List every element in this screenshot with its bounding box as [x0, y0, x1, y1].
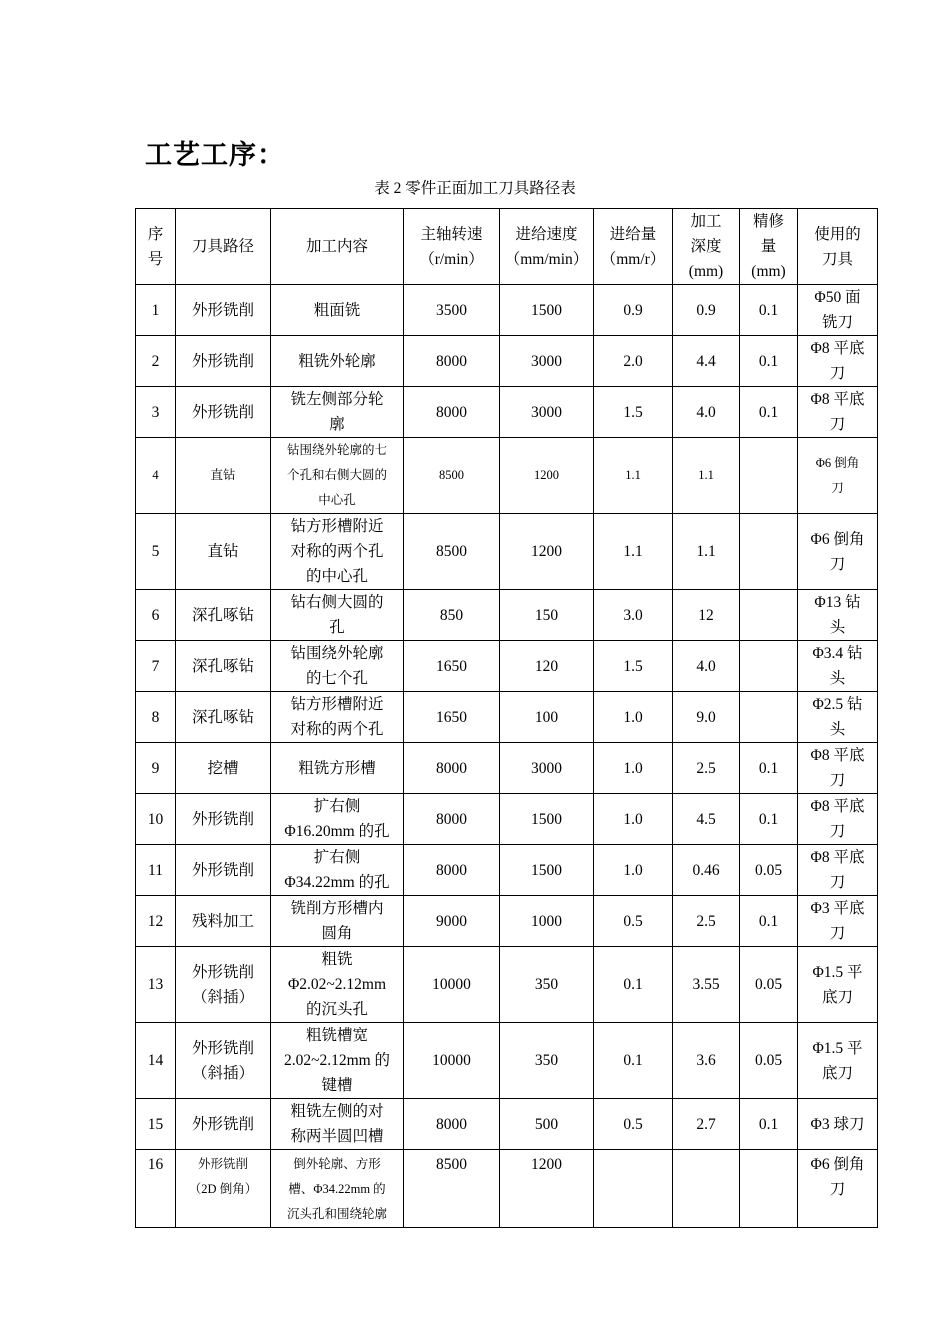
row-tool-cell	[798, 387, 878, 438]
cell-line: 刀	[829, 416, 846, 433]
row-speed-cell: 9000	[404, 896, 500, 947]
row-depth-cell: 2.7	[673, 1099, 740, 1150]
row-speed-cell: 8000	[404, 336, 500, 387]
row-path-cell	[176, 387, 271, 438]
cell-line: 钻围绕外轮廓的七	[286, 443, 387, 457]
row-content-cell	[271, 1150, 404, 1228]
row-feedrate-cell: 2.0	[594, 336, 673, 387]
header-line: 使用的	[814, 225, 861, 243]
row-feedrate-cell: 0.9	[594, 285, 673, 336]
header-cell-speed	[404, 209, 500, 285]
row-feed-cell: 3000	[500, 387, 594, 438]
cell-line: 外形铣削	[191, 861, 254, 879]
table-row	[136, 438, 878, 514]
row-feedrate-cell: 1.1	[594, 438, 673, 514]
header-cell-tool	[798, 209, 878, 285]
cell-line: 粗铣槽宽	[305, 1027, 368, 1044]
header-line: 序	[147, 225, 164, 243]
row-content-cell	[271, 514, 404, 590]
row-speed-cell: 8000	[404, 794, 500, 845]
row-no-cell: 13	[136, 947, 176, 1023]
cell-line: Φ2.5 钻	[812, 696, 863, 713]
row-finish-cell	[740, 641, 798, 692]
cell-line: Φ8 平底	[810, 798, 865, 815]
cell-line: 外形铣削	[197, 1157, 248, 1171]
row-no-cell: 12	[136, 896, 176, 947]
cell-line: （2D 倒角）	[188, 1182, 258, 1196]
row-depth-cell: 0.9	[673, 285, 740, 336]
cell-line: Φ1.5 平	[812, 963, 863, 981]
row-feed-cell: 1200	[500, 438, 594, 514]
cell-line: 头	[829, 619, 846, 636]
cell-line: 外形铣削	[191, 1039, 254, 1057]
cell-line: 刀	[831, 480, 844, 495]
row-content-cell	[271, 794, 404, 845]
row-speed-cell: 8500	[404, 514, 500, 590]
table-row	[136, 794, 878, 845]
row-finish-cell	[740, 1150, 798, 1228]
cell-line: 扩右侧	[313, 849, 361, 866]
row-content-cell	[271, 1023, 404, 1099]
cell-line: Φ13 钻	[814, 594, 861, 611]
row-speed-cell: 8000	[404, 845, 500, 896]
row-no-cell: 4	[136, 438, 176, 514]
row-depth-cell: 4.5	[673, 794, 740, 845]
table-row	[136, 1099, 878, 1150]
row-path-cell	[176, 1099, 271, 1150]
table-row	[136, 947, 878, 1023]
row-finish-cell: 0.1	[740, 336, 798, 387]
header-line: 主轴转速	[420, 225, 483, 243]
row-tool-cell	[798, 1023, 878, 1099]
cell-line: 刀	[829, 772, 846, 789]
row-no-cell: 16	[136, 1150, 176, 1228]
row-path-cell	[176, 336, 271, 387]
row-speed-cell: 10000	[404, 1023, 500, 1099]
table-row	[136, 285, 878, 336]
table-row	[136, 514, 878, 590]
row-finish-cell: 0.1	[740, 743, 798, 794]
row-feedrate-cell: 1.1	[594, 514, 673, 590]
row-finish-cell: 0.05	[740, 1023, 798, 1099]
row-feed-cell: 350	[500, 1023, 594, 1099]
cell-line: 钻右侧大圆的	[290, 594, 384, 611]
row-content-cell	[271, 947, 404, 1023]
cell-line: 倒外轮廓、方形	[293, 1157, 381, 1171]
cell-line: 粗铣方形槽	[298, 759, 376, 777]
row-tool-cell	[798, 285, 878, 336]
cell-line: 的七个孔	[305, 670, 368, 687]
cell-line: 沉头孔和围绕轮廓	[286, 1207, 387, 1221]
row-tool-cell	[798, 743, 878, 794]
cell-line: Φ16.20mm 的孔	[284, 823, 390, 840]
row-path-cell	[176, 896, 271, 947]
table-header-row	[136, 209, 878, 285]
cell-line: Φ6 倒角	[810, 1156, 865, 1173]
cell-line: （斜插）	[191, 1064, 254, 1082]
row-speed-cell: 10000	[404, 947, 500, 1023]
table-row	[136, 1023, 878, 1099]
row-content-cell	[271, 692, 404, 743]
cell-line: Φ3 平底	[810, 900, 865, 917]
table-row	[136, 641, 878, 692]
cell-line: Φ6 倒角	[810, 530, 865, 548]
cell-line: 直钻	[207, 543, 239, 560]
cell-line: Φ50 面	[814, 289, 861, 306]
row-content-cell	[271, 336, 404, 387]
header-line: 量	[760, 238, 777, 255]
header-line: （mm/r）	[600, 250, 666, 268]
cell-line: Φ8 平底	[810, 747, 865, 764]
header-line: 深度	[690, 238, 722, 255]
cell-line: 槽、Φ34.22mm 的	[288, 1182, 386, 1196]
header-line: 加工	[690, 213, 722, 230]
cell-line: 深孔啄钻	[191, 657, 254, 675]
row-depth-cell	[673, 1150, 740, 1228]
row-feed-cell: 500	[500, 1099, 594, 1150]
header-line: （r/min）	[419, 250, 484, 268]
cell-line: 刀	[829, 1181, 846, 1198]
row-depth-cell: 4.4	[673, 336, 740, 387]
row-feedrate-cell: 1.0	[594, 845, 673, 896]
cell-line: Φ8 平底	[810, 391, 865, 408]
cell-line: Φ8 平底	[810, 849, 865, 866]
cell-line: 刀	[829, 874, 846, 891]
cell-line: 孔	[329, 619, 345, 636]
row-tool-cell	[798, 1150, 878, 1228]
cell-line: 外形铣削	[191, 1115, 254, 1133]
cell-line: 刀	[829, 365, 846, 382]
table-row	[136, 743, 878, 794]
cell-line: 外形铣削	[191, 301, 254, 319]
cell-line: Φ34.22mm 的孔	[284, 874, 390, 891]
cell-line: 铣削方形槽内	[290, 900, 384, 917]
row-tool-cell	[798, 641, 878, 692]
row-path-cell	[176, 794, 271, 845]
row-finish-cell	[740, 438, 798, 514]
header-cell-path	[176, 209, 271, 285]
cell-line: 刀	[829, 823, 846, 840]
row-finish-cell: 0.1	[740, 285, 798, 336]
row-feed-cell: 350	[500, 947, 594, 1023]
cell-line: 底刀	[821, 988, 853, 1006]
row-path-cell	[176, 947, 271, 1023]
cell-line: 粗面铣	[313, 301, 361, 319]
row-speed-cell: 850	[404, 590, 500, 641]
row-feed-cell: 1500	[500, 285, 594, 336]
row-no-cell: 3	[136, 387, 176, 438]
row-path-cell	[176, 438, 271, 514]
row-finish-cell: 0.1	[740, 387, 798, 438]
cell-line: 个孔和右侧大圆的	[286, 468, 387, 482]
cell-line: 的中心孔	[305, 568, 368, 585]
cell-line: 挖槽	[207, 759, 239, 777]
cell-line: Φ6 倒角	[815, 455, 860, 470]
row-tool-cell	[798, 947, 878, 1023]
cell-line: 刀	[829, 925, 846, 942]
row-depth-cell: 12	[673, 590, 740, 641]
row-no-cell: 1	[136, 285, 176, 336]
cell-line: 钻方形槽附近	[290, 518, 384, 535]
table-row	[136, 387, 878, 438]
table-row	[136, 590, 878, 641]
row-feedrate-cell: 0.1	[594, 947, 673, 1023]
header-line: 加工内容	[305, 238, 368, 255]
cell-line: 外形铣削	[191, 963, 254, 981]
table-body	[136, 285, 878, 1228]
row-no-cell: 9	[136, 743, 176, 794]
row-content-cell	[271, 896, 404, 947]
row-tool-cell	[798, 896, 878, 947]
cell-line: 对称的两个孔	[290, 721, 384, 738]
row-content-cell	[271, 845, 404, 896]
row-finish-cell: 0.1	[740, 794, 798, 845]
row-path-cell	[176, 590, 271, 641]
header-line: (mm)	[688, 263, 724, 280]
cell-line: 钻方形槽附近	[290, 696, 384, 713]
row-feedrate-cell: 3.0	[594, 590, 673, 641]
cell-line: 对称的两个孔	[290, 543, 384, 560]
row-content-cell	[271, 387, 404, 438]
row-finish-cell: 0.1	[740, 1099, 798, 1150]
row-tool-cell	[798, 590, 878, 641]
row-tool-cell	[798, 514, 878, 590]
row-no-cell: 2	[136, 336, 176, 387]
row-depth-cell: 0.46	[673, 845, 740, 896]
row-depth-cell: 4.0	[673, 641, 740, 692]
row-no-cell: 7	[136, 641, 176, 692]
cell-line: 廓	[329, 416, 345, 433]
cell-line: （斜插）	[191, 988, 254, 1006]
row-depth-cell: 3.6	[673, 1023, 740, 1099]
header-cell-content	[271, 209, 404, 285]
row-path-cell	[176, 743, 271, 794]
row-feedrate-cell: 0.1	[594, 1023, 673, 1099]
row-finish-cell	[740, 590, 798, 641]
cell-line: 外形铣削	[191, 403, 254, 421]
table-row	[136, 336, 878, 387]
row-content-cell	[271, 743, 404, 794]
row-path-cell	[176, 1023, 271, 1099]
cell-line: 的沉头孔	[305, 1001, 368, 1018]
row-finish-cell	[740, 514, 798, 590]
cell-line: 中心孔	[318, 493, 356, 507]
cell-line: 深孔啄钻	[191, 606, 254, 624]
row-speed-cell: 8000	[404, 1099, 500, 1150]
row-feedrate-cell: 1.0	[594, 743, 673, 794]
row-feedrate-cell: 1.5	[594, 641, 673, 692]
header-cell-no	[136, 209, 176, 285]
row-tool-cell	[798, 794, 878, 845]
cell-line: 称两半圆凹槽	[290, 1128, 384, 1145]
cell-line: 2.02~2.12mm 的	[283, 1052, 391, 1069]
row-feedrate-cell	[594, 1150, 673, 1228]
cell-line: 粗铣外轮廓	[298, 352, 376, 370]
row-finish-cell: 0.05	[740, 845, 798, 896]
row-content-cell	[271, 590, 404, 641]
row-tool-cell	[798, 845, 878, 896]
row-no-cell: 14	[136, 1023, 176, 1099]
table-caption: 表 2 零件正面加工刀具路径表	[374, 180, 576, 197]
cell-line: 底刀	[821, 1064, 853, 1082]
row-speed-cell: 8000	[404, 387, 500, 438]
cell-line: Φ1.5 平	[812, 1039, 863, 1057]
cell-line: 扩右侧	[313, 798, 361, 815]
row-no-cell: 6	[136, 590, 176, 641]
header-line: 号	[147, 250, 164, 268]
row-feed-cell: 3000	[500, 336, 594, 387]
cell-line: 直钻	[210, 468, 236, 482]
row-content-cell	[271, 641, 404, 692]
row-feedrate-cell: 1.5	[594, 387, 673, 438]
row-feedrate-cell: 1.0	[594, 794, 673, 845]
cell-line: 铣左侧部分轮	[290, 391, 384, 408]
row-tool-cell	[798, 438, 878, 514]
cell-line: Φ3.4 钻	[812, 645, 863, 662]
cell-line: 键槽	[321, 1077, 353, 1094]
table-row	[136, 692, 878, 743]
row-speed-cell: 8500	[404, 1150, 500, 1228]
row-feedrate-cell: 1.0	[594, 692, 673, 743]
header-line: 刀具	[821, 250, 853, 268]
row-path-cell	[176, 285, 271, 336]
row-feed-cell: 1000	[500, 896, 594, 947]
row-feed-cell: 1200	[500, 1150, 594, 1228]
row-tool-cell	[798, 692, 878, 743]
page-heading: 工艺工序：	[145, 140, 285, 171]
row-speed-cell: 8000	[404, 743, 500, 794]
row-feed-cell: 3000	[500, 743, 594, 794]
row-feed-cell: 1500	[500, 794, 594, 845]
row-tool-cell	[798, 1099, 878, 1150]
row-content-cell	[271, 1099, 404, 1150]
cell-line: 圆角	[321, 925, 353, 942]
table-row	[136, 845, 878, 896]
cell-line: 铣刀	[821, 314, 853, 331]
row-feedrate-cell: 0.5	[594, 1099, 673, 1150]
row-path-cell	[176, 692, 271, 743]
header-cell-depth	[673, 209, 740, 285]
header-line: 刀具路径	[191, 238, 254, 255]
header-line: 进给量	[609, 225, 657, 243]
row-path-cell	[176, 845, 271, 896]
row-depth-cell: 4.0	[673, 387, 740, 438]
cell-line: 粗铣	[321, 951, 353, 968]
row-tool-cell	[798, 336, 878, 387]
row-depth-cell: 9.0	[673, 692, 740, 743]
cell-line: Φ2.02~2.12mm	[287, 976, 387, 993]
row-feed-cell: 1200	[500, 514, 594, 590]
cell-line: 粗铣左侧的对	[290, 1103, 384, 1120]
row-feedrate-cell: 0.5	[594, 896, 673, 947]
row-no-cell: 8	[136, 692, 176, 743]
row-finish-cell	[740, 692, 798, 743]
cell-line: 钻围绕外轮廓	[290, 645, 384, 662]
row-finish-cell: 0.05	[740, 947, 798, 1023]
table-row	[136, 896, 878, 947]
cell-line: 残料加工	[191, 912, 254, 930]
row-path-cell	[176, 641, 271, 692]
row-feed-cell: 1500	[500, 845, 594, 896]
header-line: 进给速度	[515, 225, 578, 243]
table-row	[136, 1150, 878, 1228]
row-content-cell	[271, 285, 404, 336]
row-no-cell: 5	[136, 514, 176, 590]
row-speed-cell: 3500	[404, 285, 500, 336]
row-path-cell	[176, 514, 271, 590]
row-no-cell: 15	[136, 1099, 176, 1150]
row-depth-cell: 1.1	[673, 438, 740, 514]
cell-line: 头	[829, 670, 846, 687]
row-no-cell: 11	[136, 845, 176, 896]
cell-line: Φ3 球刀	[810, 1115, 865, 1133]
row-speed-cell: 1650	[404, 641, 500, 692]
cell-line: 深孔啄钻	[191, 708, 254, 726]
row-speed-cell: 8500	[404, 438, 500, 514]
header-cell-finish	[740, 209, 798, 285]
row-depth-cell: 2.5	[673, 743, 740, 794]
cell-line: 外形铣削	[191, 810, 254, 828]
header-line: (mm)	[751, 263, 786, 280]
header-line: 精修	[752, 213, 784, 230]
row-depth-cell: 2.5	[673, 896, 740, 947]
row-feed-cell: 150	[500, 590, 594, 641]
process-table	[135, 208, 878, 1228]
cell-line: 外形铣削	[191, 352, 254, 370]
cell-line: 刀	[829, 555, 846, 573]
row-feed-cell: 120	[500, 641, 594, 692]
row-finish-cell: 0.1	[740, 896, 798, 947]
header-cell-feedrate	[594, 209, 673, 285]
row-depth-cell: 1.1	[673, 514, 740, 590]
cell-line: 头	[829, 721, 846, 738]
row-no-cell: 10	[136, 794, 176, 845]
row-depth-cell: 3.55	[673, 947, 740, 1023]
row-content-cell	[271, 438, 404, 514]
header-line: （mm/min）	[504, 250, 589, 268]
row-feed-cell: 100	[500, 692, 594, 743]
cell-line: Φ8 平底	[810, 340, 865, 357]
header-cell-feed	[500, 209, 594, 285]
row-path-cell	[176, 1150, 271, 1228]
row-speed-cell: 1650	[404, 692, 500, 743]
